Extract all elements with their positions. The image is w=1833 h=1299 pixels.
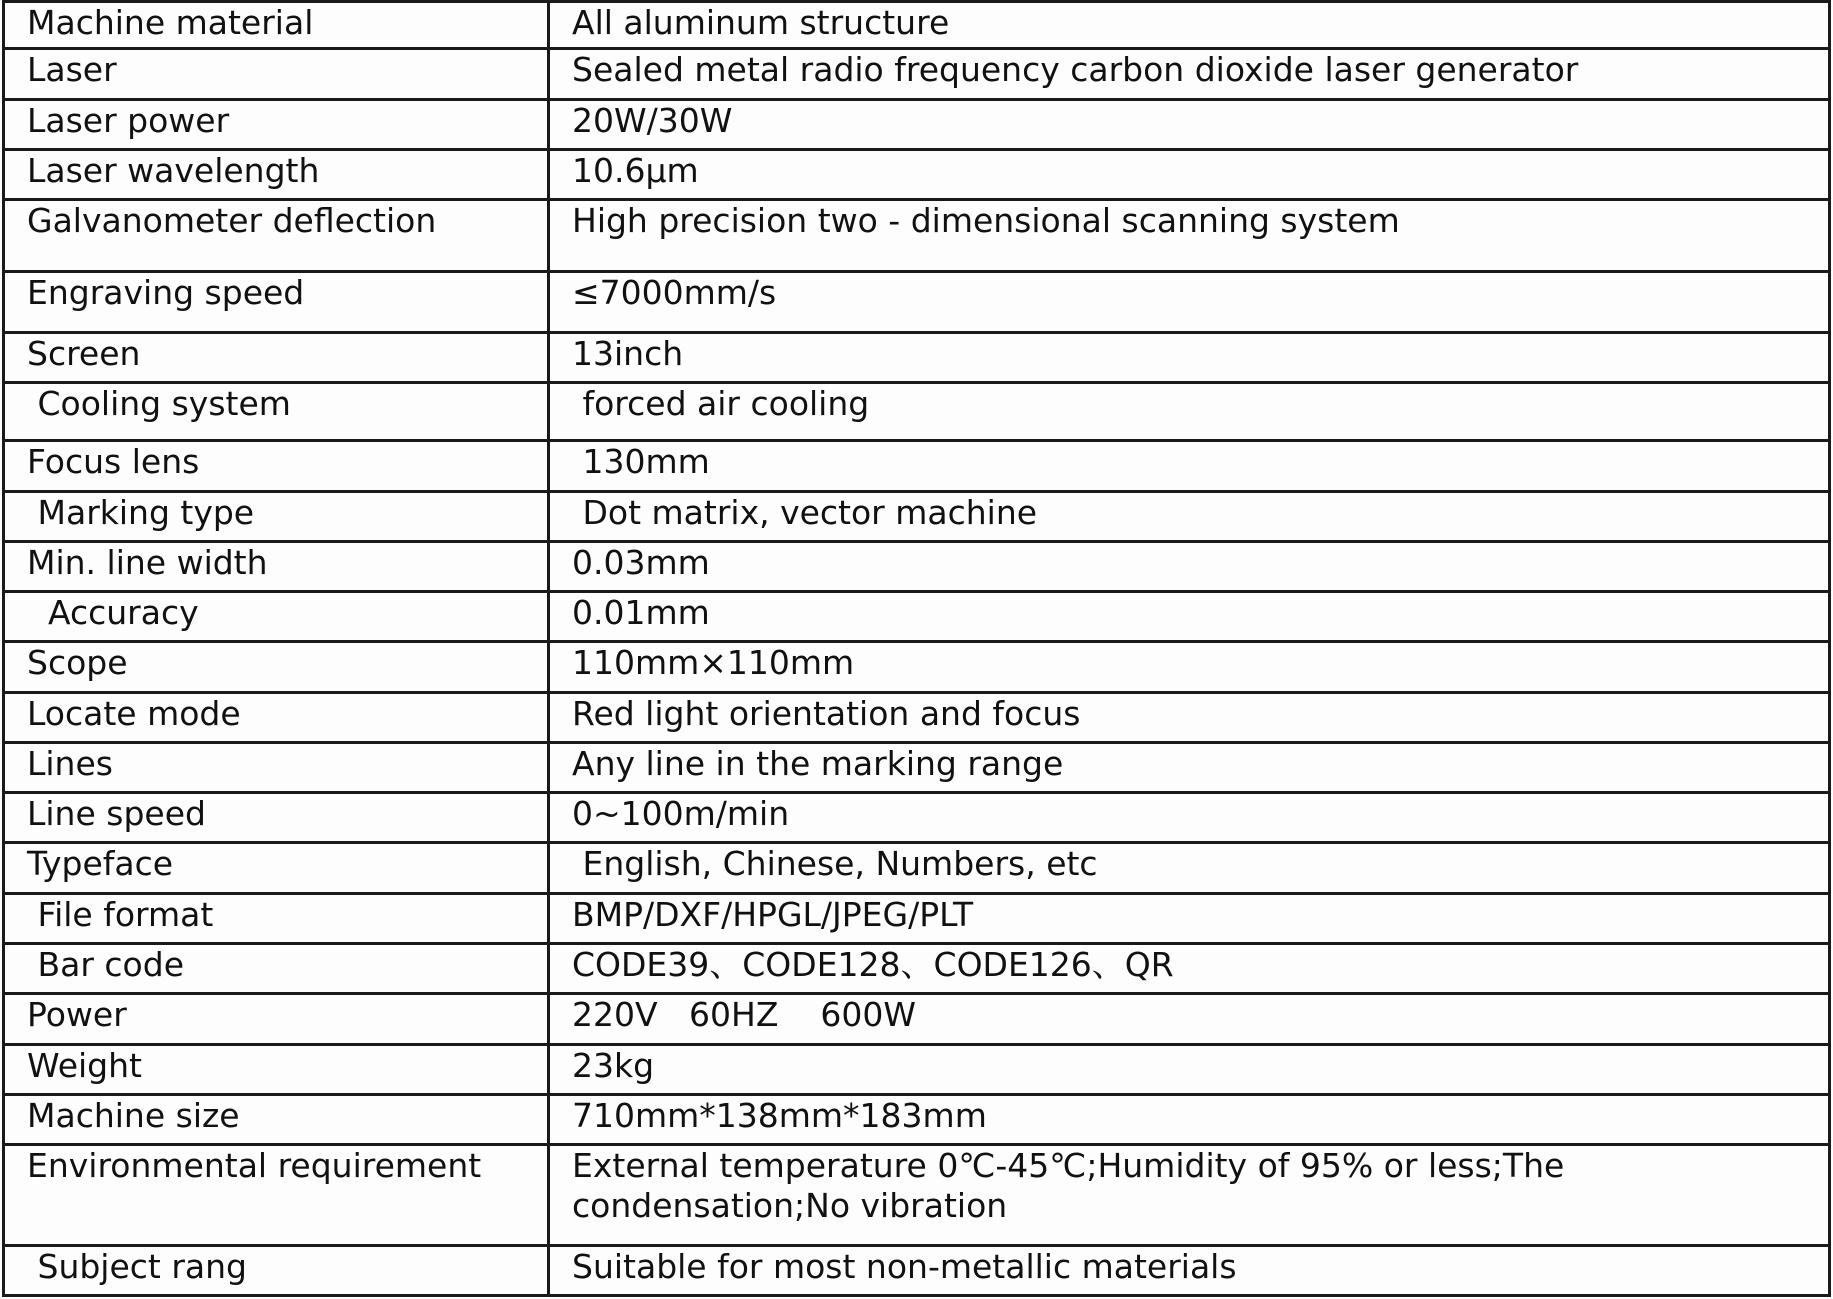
table-row: [4, 332, 1830, 382]
spec-label: Laser: [4, 49, 549, 99]
spec-label: Laser wavelength: [4, 149, 549, 199]
spec-label: Min. line width: [4, 541, 549, 591]
table-row: [4, 491, 1830, 541]
table-row: [4, 994, 1830, 1044]
spec-value: 110mm×110mm: [549, 642, 1830, 692]
spec-label: Machine material: [4, 2, 549, 49]
spec-value: Sealed metal radio frequency carbon dioxide laser generator: [549, 49, 1830, 99]
table-row: [4, 149, 1830, 199]
spec-label: Bar code: [4, 943, 549, 993]
table-row: [4, 541, 1830, 591]
spec-label: Accuracy: [4, 592, 549, 642]
spec-table-body: [4, 2, 1830, 1296]
table-row: [4, 843, 1830, 893]
table-row: [4, 592, 1830, 642]
spec-value: 0~100m/min: [549, 793, 1830, 843]
table-row: [4, 49, 1830, 99]
spec-value: 710mm*138mm*183mm: [549, 1094, 1830, 1144]
spec-label: Lines: [4, 742, 549, 792]
table-row: [4, 441, 1830, 491]
spec-label: Line speed: [4, 793, 549, 843]
spec-label: Environmental requirement: [4, 1145, 549, 1246]
spec-label: Laser power: [4, 99, 549, 149]
table-row: [4, 943, 1830, 993]
spec-label: Weight: [4, 1044, 549, 1094]
spec-value: 20W/30W: [549, 99, 1830, 149]
spec-table: [2, 0, 1831, 1297]
spec-label: Engraving speed: [4, 272, 549, 332]
spec-label: Screen: [4, 332, 549, 382]
spec-label: Machine size: [4, 1094, 549, 1144]
table-row: [4, 272, 1830, 332]
spec-value: English, Chinese, Numbers, etc: [549, 843, 1830, 893]
table-row: [4, 1094, 1830, 1144]
spec-value: High precision two - dimensional scanning system: [549, 200, 1830, 272]
table-row: [4, 1245, 1830, 1295]
spec-value: 13inch: [549, 332, 1830, 382]
spec-value: 0.03mm: [549, 541, 1830, 591]
spec-label: Galvanometer deflection: [4, 200, 549, 272]
spec-label: Subject rang: [4, 1245, 549, 1295]
spec-value: 130mm: [549, 441, 1830, 491]
spec-label: Scope: [4, 642, 549, 692]
spec-label: Typeface: [4, 843, 549, 893]
spec-label: Locate mode: [4, 692, 549, 742]
table-row: [4, 99, 1830, 149]
spec-value: Any line in the marking range: [549, 742, 1830, 792]
spec-label: Power: [4, 994, 549, 1044]
table-row: [4, 793, 1830, 843]
spec-value: 10.6μm: [549, 149, 1830, 199]
table-row: [4, 383, 1830, 441]
table-row: [4, 742, 1830, 792]
table-row: [4, 692, 1830, 742]
table-row: [4, 1044, 1830, 1094]
table-row: [4, 2, 1830, 49]
spec-label: Marking type: [4, 491, 549, 541]
spec-value: forced air cooling: [549, 383, 1830, 441]
spec-label: Focus lens: [4, 441, 549, 491]
table-row: [4, 893, 1830, 943]
spec-value: 23kg: [549, 1044, 1830, 1094]
spec-value: 0.01mm: [549, 592, 1830, 642]
table-row: [4, 200, 1830, 272]
spec-value: CODE39、CODE128、CODE126、QR: [549, 943, 1830, 993]
spec-label: File format: [4, 893, 549, 943]
table-row: [4, 1145, 1830, 1246]
spec-value: Red light orientation and focus: [549, 692, 1830, 742]
spec-value: Dot matrix, vector machine: [549, 491, 1830, 541]
spec-value: ≤7000mm/s: [549, 272, 1830, 332]
spec-value: External temperature 0℃-45℃;Humidity of 95% or less;The condensation;No vibration: [549, 1145, 1830, 1246]
spec-value: BMP/DXF/HPGL/JPEG/PLT: [549, 893, 1830, 943]
spec-value: All aluminum structure: [549, 2, 1830, 49]
spec-value: Suitable for most non-metallic materials: [549, 1245, 1830, 1295]
spec-label: Cooling system: [4, 383, 549, 441]
table-row: [4, 642, 1830, 692]
spec-value: 220V 60HZ 600W: [549, 994, 1830, 1044]
